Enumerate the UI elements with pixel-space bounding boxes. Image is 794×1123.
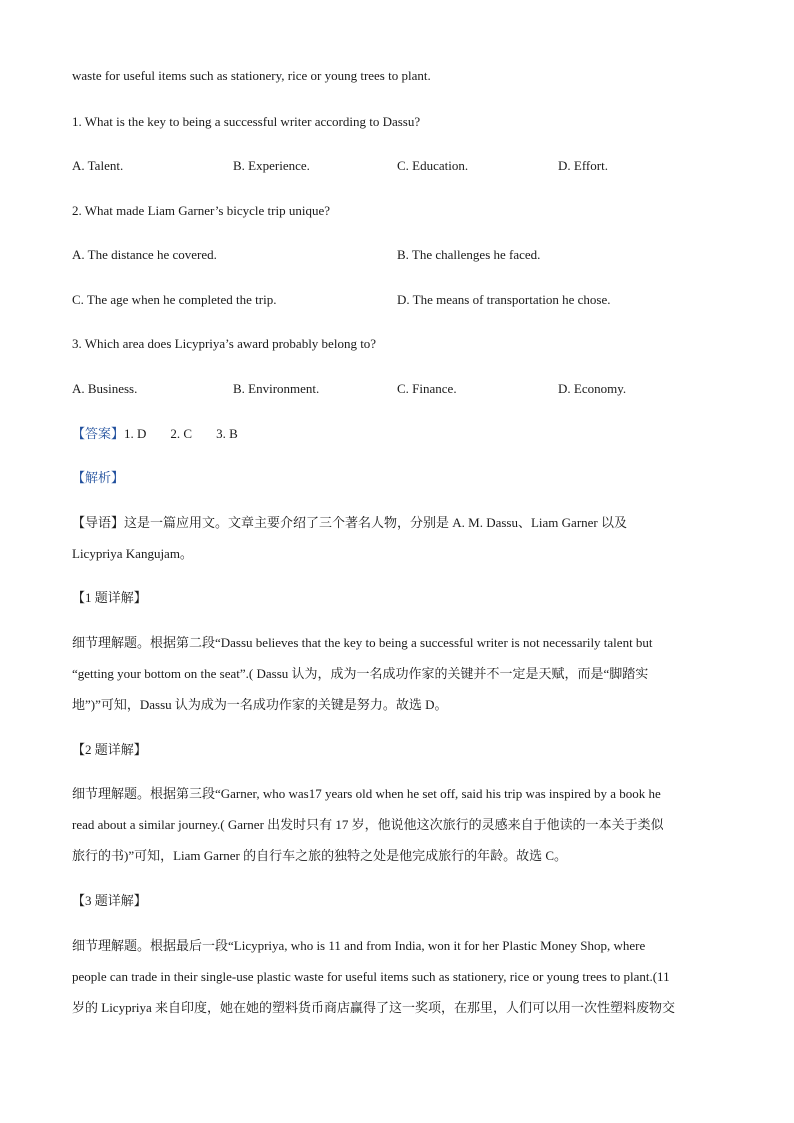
detail-line: 细节理解题。根据第三段“Garner, who was17 years old when he set off, said his trip was inspired by a book he — [72, 786, 661, 801]
detail-line: 地”)”可知，Dassu 认为成为一名成功作家的关键是努力。故选 D。 — [72, 697, 448, 712]
detail-1-paragraph — [72, 627, 722, 720]
answer-line — [72, 426, 262, 442]
answer-label: 【答案】 — [72, 426, 125, 441]
detail-2-paragraph — [72, 778, 722, 871]
q3-option-c: C. Finance. — [397, 381, 457, 396]
q3-option-a: A. Business. — [72, 381, 138, 396]
detail-2-heading: 【2 题详解】 — [72, 742, 147, 757]
q1-option-c: C. Education. — [397, 158, 469, 173]
answer-item-1: 1. D — [124, 426, 147, 441]
question-2-stem: 2. What made Liam Garner’s bicycle trip unique? — [72, 203, 330, 218]
detail-line: read about a similar journey.( Garner 出发时只有 17 岁，他说他这次旅行的灵感来自于他读的一本关于类似 — [72, 817, 664, 832]
detail-line: “getting your bottom on the seat”.( Dassu 认为，成为一名成功作家的关键并不一定是天赋，而是“脚踏实 — [72, 666, 649, 681]
question-1-stem: 1. What is the key to being a successful writer according to Dassu? — [72, 114, 421, 129]
guide-line: Licypriya Kangujam。 — [72, 546, 193, 561]
guide-line: 【导语】这是一篇应用文。文章主要介绍了三个著名人物，分别是 A. M. Dassu、Liam Garner 以及 — [72, 515, 627, 530]
answer-item-3: 3. B — [216, 426, 238, 441]
detail-3-paragraph — [72, 930, 722, 1023]
detail-line: 岁的 Licypriya 来自印度，她在她的塑料货币商店赢得了这一奖项，在那里，人们可以用一次性塑料废物交 — [72, 1000, 676, 1015]
detail-line: 旅行的书)”可知，Liam Garner 的自行车之旅的独特之处是他完成旅行的年龄。故选 C。 — [72, 848, 568, 863]
detail-1-heading: 【1 题详解】 — [72, 590, 147, 605]
question-3-stem: 3. Which area does Licypriya’s award probably belong to? — [72, 336, 377, 351]
q3-option-d: D. Economy. — [558, 381, 627, 396]
q2-option-a: A. The distance he covered. — [72, 247, 217, 262]
q1-option-d: D. Effort. — [558, 158, 608, 173]
detail-3-heading: 【3 题详解】 — [72, 893, 147, 908]
analysis-label: 【解析】 — [72, 470, 125, 485]
guide-paragraph — [72, 507, 722, 569]
q2-option-b: B. The challenges he faced. — [397, 247, 541, 262]
q1-option-b: B. Experience. — [233, 158, 310, 173]
q2-option-d: D. The means of transportation he chose. — [397, 292, 611, 307]
q3-option-b: B. Environment. — [233, 381, 320, 396]
answer-item-2: 2. C — [170, 426, 193, 441]
q2-option-c: C. The age when he completed the trip. — [72, 292, 277, 307]
q1-option-a: A. Talent. — [72, 158, 124, 173]
detail-line: 细节理解题。根据最后一段“Licypriya, who is 11 and from India, won it for her Plastic Money Shop, where — [72, 938, 646, 953]
detail-line: 细节理解题。根据第二段“Dassu believes that the key to being a successful writer is not necessarily talent but — [72, 635, 653, 650]
detail-line: people can trade in their single-use plastic waste for useful items such as stationery, rice or young trees to plant.(11 — [72, 969, 670, 984]
passage-tail: waste for useful items such as stationery, rice or young trees to plant. — [72, 68, 431, 83]
